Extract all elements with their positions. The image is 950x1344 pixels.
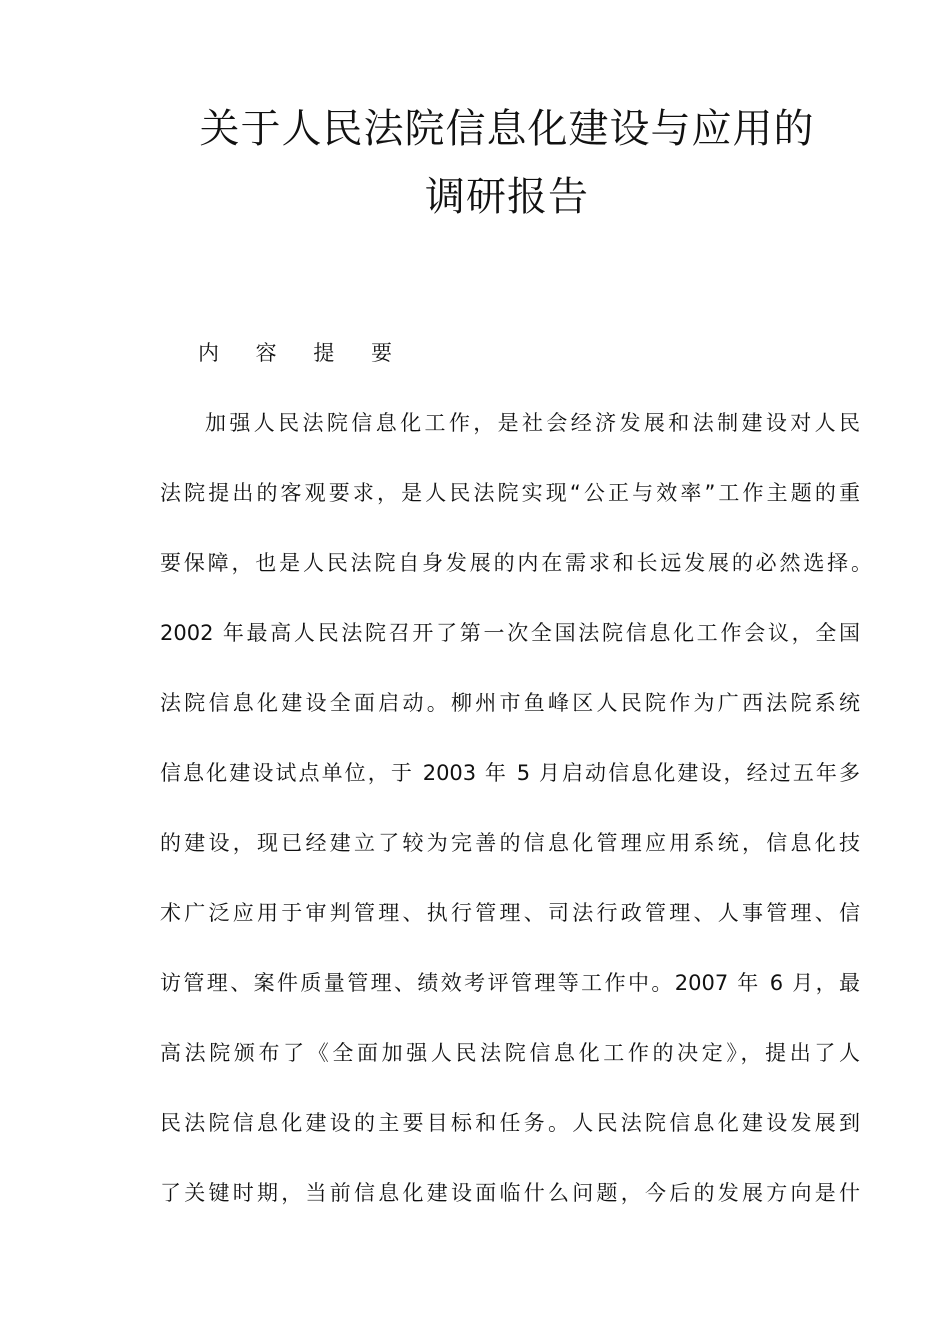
paragraph-line-12: 了关键时期，当前信息化建设面临什么问题，今后的发展方向是什 (160, 1181, 860, 1205)
paragraph-line-11: 民法院信息化建设的主要目标和任务。人民法院信息化建设发展到 (160, 1111, 860, 1135)
paragraph-line-7: 的建设，现已经建立了较为完善的信息化管理应用系统，信息化技 (160, 831, 860, 855)
paragraph-line-5: 法院信息化建设全面启动。柳州市鱼峰区人民院作为广西法院系统 (160, 691, 860, 715)
paragraph-line-9: 访管理、案件质量管理、绩效考评管理等工作中。2007 年 6 月，最 (160, 971, 860, 995)
section-heading: 内 容 提 要 (198, 341, 408, 365)
paragraph-line-1: 加强人民法院信息化工作，是社会经济发展和法制建设对人民 (205, 411, 860, 435)
document-title-line-1: 关于人民法院信息化建设与应用的 (199, 106, 815, 152)
paragraph-line-3: 要保障，也是人民法院自身发展的内在需求和长远发展的必然选择。 (160, 551, 872, 575)
paragraph-line-8: 术广泛应用于审判管理、执行管理、司法行政管理、人事管理、信 (160, 901, 860, 925)
paragraph-line-6: 信息化建设试点单位，于 2003 年 5 月启动信息化建设，经过五年多 (160, 761, 860, 785)
paragraph-line-2: 法院提出的客观要求，是人民法院实现“公正与效率”工作主题的重 (160, 481, 860, 505)
paragraph-line-4: 2002 年最高人民法院召开了第一次全国法院信息化工作会议，全国 (160, 621, 860, 645)
document-title-line-2: 调研报告 (425, 174, 589, 220)
paragraph-line-10: 高法院颁布了《全面加强人民法院信息化工作的决定》，提出了人 (160, 1041, 860, 1065)
